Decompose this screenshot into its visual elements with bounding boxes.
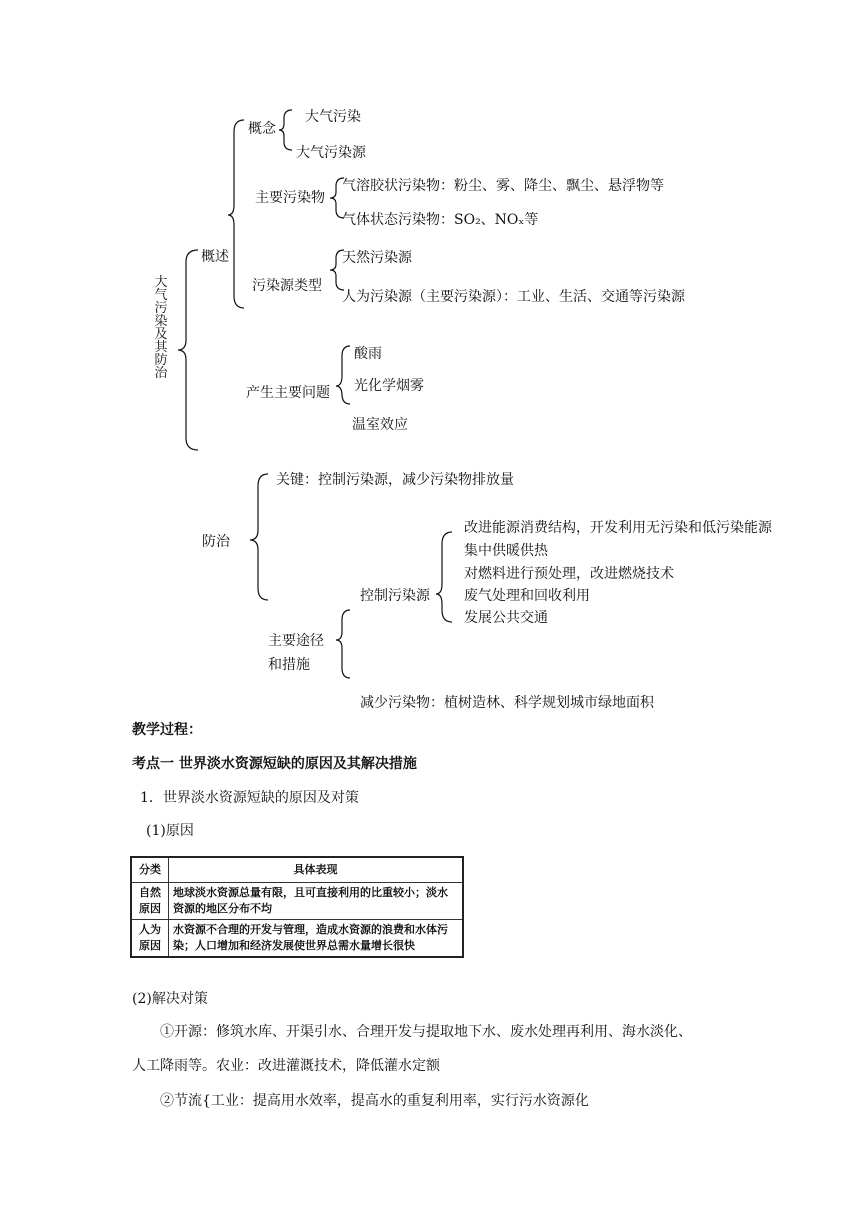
overview-brace — [228, 120, 244, 308]
control-source-item-2: 集中供暖供热 — [464, 543, 548, 559]
table-cell-detail: 地球淡水资源总量有限，且可直接利用的比重较小；淡水资源的地区分布不均 — [169, 883, 464, 920]
control-source-item-3: 对燃料进行预处理，改进燃烧技术 — [464, 566, 674, 582]
table-cell-category: 自然原因 — [131, 883, 169, 920]
control-brace — [250, 474, 268, 600]
problem-item-1: 酸雨 — [354, 346, 382, 362]
control-sources-label: 控制污染源 — [360, 588, 430, 604]
teaching-process-heading: 教学过程： — [132, 722, 202, 738]
table-header-row — [131, 857, 463, 883]
concept-label: 概念 — [248, 121, 276, 137]
source-type-item-1: 天然污染源 — [342, 250, 412, 266]
control-label: 防治 — [202, 534, 230, 550]
table-row — [131, 883, 463, 920]
sub-heading-causes: (1)原因 — [146, 823, 194, 839]
pollutant-item-2: 气体状态污染物：SO₂、NOₓ等 — [342, 212, 539, 228]
table-row — [131, 920, 463, 958]
control-source-item-1: 改进能源消费结构，开发利用无污染和低污染能源 — [464, 520, 772, 536]
paragraph-2: ②节流{工业：提高用水效率，提高水的重复利用率，实行污水资源化 — [160, 1093, 589, 1109]
problem-item-2: 光化学烟雾 — [354, 378, 424, 394]
source-types-label: 污染源类型 — [252, 278, 322, 294]
reduce-pollutants: 减少污染物：植树造林、科学规划城市绿地面积 — [360, 695, 654, 711]
problem-item-3: 温室效应 — [352, 417, 408, 433]
table-cell-category: 人为原因 — [131, 920, 169, 958]
table-header-detail: 具体表现 — [169, 857, 464, 883]
pollutants-label: 主要污染物 — [255, 190, 325, 206]
exam-point-heading: 考点一 世界淡水资源短缺的原因及其解决措施 — [132, 756, 417, 772]
control-sources-brace — [436, 532, 452, 622]
concept-brace — [279, 110, 292, 150]
measures-label-1: 主要途径 — [268, 633, 324, 649]
sub-heading-solutions: (2)解决对策 — [132, 991, 208, 1007]
source-type-item-2: 人为污染源（主要污染源）：工业、生活、交通等污染源 — [342, 289, 685, 305]
measures-label-2: 和措施 — [268, 657, 310, 673]
table-header-category: 分类 — [131, 857, 169, 883]
paragraph-1-line-2: 人工降雨等。农业：改进灌溉技术，降低灌水定额 — [132, 1058, 440, 1074]
control-source-item-5: 发展公共交通 — [464, 610, 548, 626]
root-label: 大气污染及其防治 — [154, 275, 168, 381]
pollutant-item-1: 气溶胶状污染物：粉尘、雾、降尘、飘尘、悬浮物等 — [342, 178, 664, 194]
table-cell-detail: 水资源不合理的开发与管理，造成水资源的浪费和水体污染；人口增加和经济发展使世界总需水量增长很快 — [169, 920, 464, 958]
item-1: 1．世界淡水资源短缺的原因及对策 — [140, 790, 359, 806]
measures-brace — [336, 610, 350, 678]
problems-brace — [336, 346, 350, 404]
concept-item-2: 大气污染源 — [296, 145, 366, 161]
causes-table — [130, 856, 464, 958]
overview-label: 概述 — [201, 249, 229, 265]
control-key: 关键：控制污染源，减少污染物排放量 — [276, 472, 514, 488]
control-source-item-4: 废气处理和回收利用 — [464, 588, 590, 604]
concept-item-1: 大气污染 — [305, 109, 361, 125]
problems-label: 产生主要问题 — [246, 385, 330, 401]
root-brace — [178, 250, 198, 450]
paragraph-1-line-1: ①开源：修筑水库、开渠引水、合理开发与提取地下水、废水处理再利用、海水淡化、 — [160, 1024, 692, 1040]
